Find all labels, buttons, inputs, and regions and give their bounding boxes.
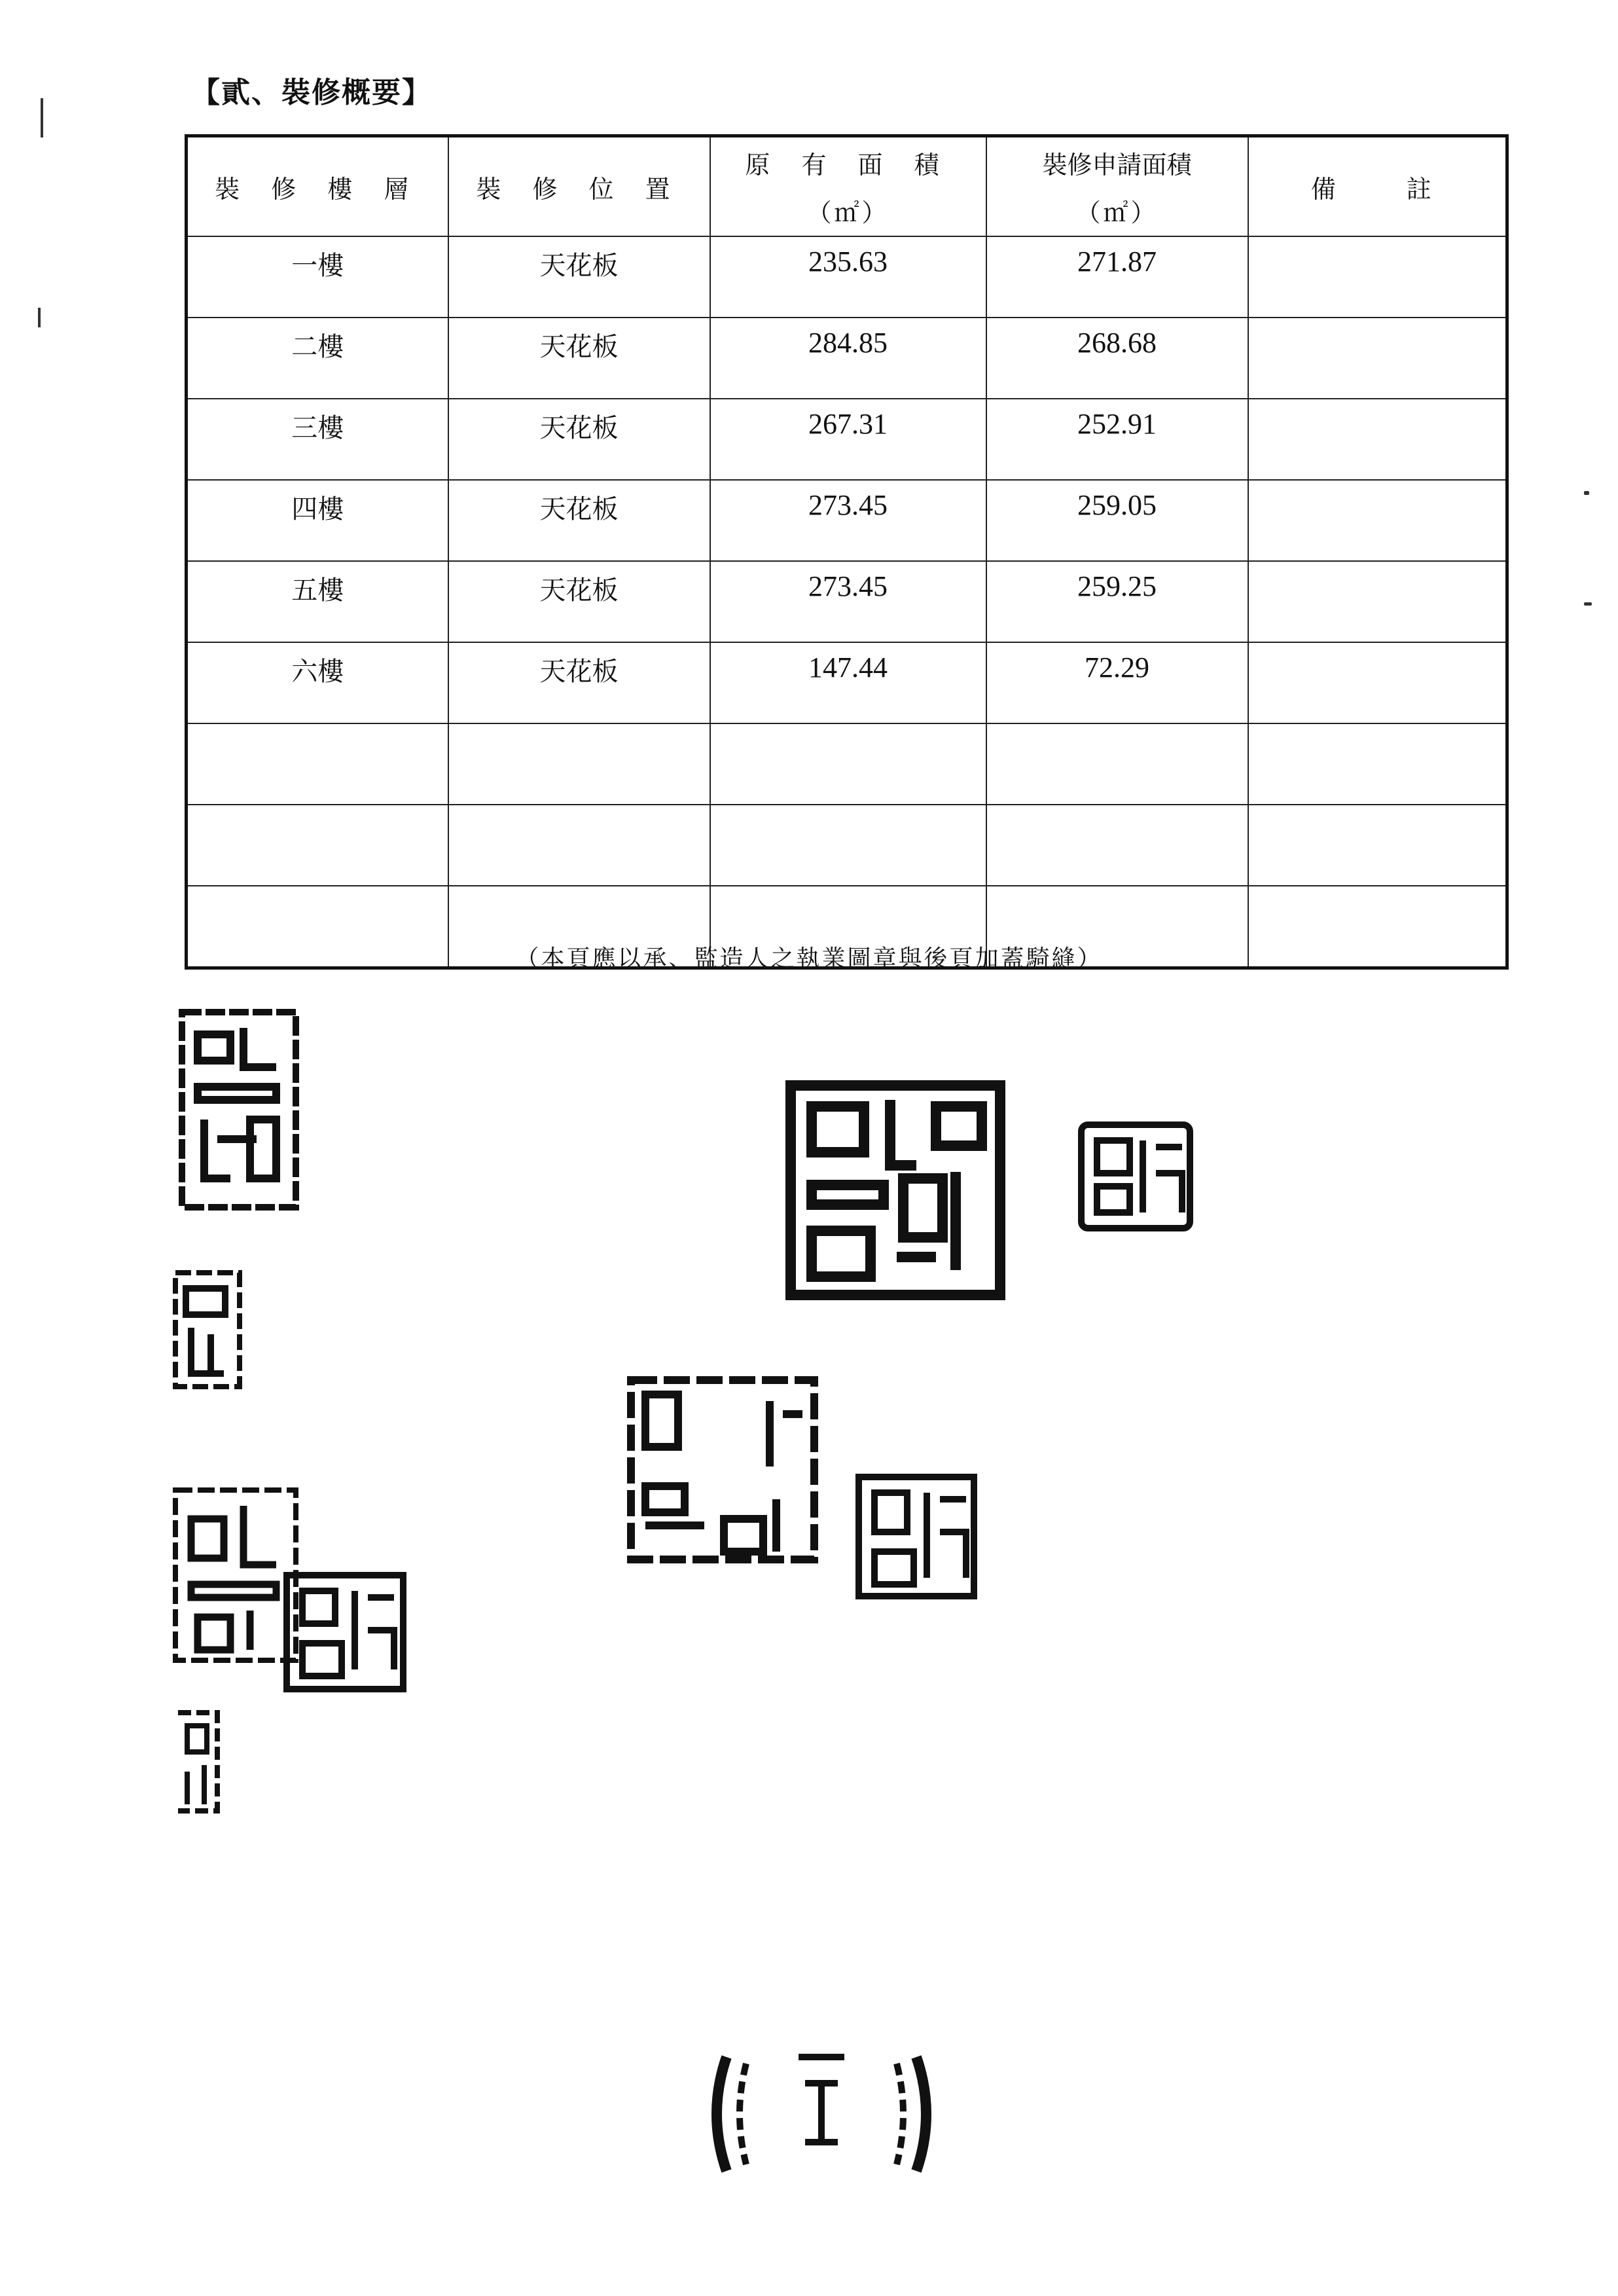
- cell-floor: 六樓: [187, 642, 448, 723]
- cell-position: 天花板: [448, 318, 710, 399]
- seal-stamp-lower-left: [171, 1486, 300, 1664]
- header-remarks: 備 註: [1248, 136, 1507, 237]
- cell-requested-area: [986, 723, 1248, 805]
- seal-stamp-lower-left-overlap: [283, 1571, 407, 1693]
- cell-floor: [187, 805, 448, 886]
- cell-requested-area: [986, 805, 1248, 886]
- header-requested-area-unit: （㎡）: [1075, 198, 1159, 227]
- cell-requested-area: 252.91: [986, 399, 1248, 480]
- cell-remarks: [1248, 642, 1507, 723]
- cell-floor: [187, 723, 448, 805]
- cell-remarks: [1248, 480, 1507, 561]
- cell-position: 天花板: [448, 236, 710, 318]
- cell-floor: 二樓: [187, 318, 448, 399]
- cell-remarks: [1248, 805, 1507, 886]
- section-title: 【貳、裝修概要】: [191, 76, 432, 109]
- cell-position: 天花板: [448, 642, 710, 723]
- cell-position: [448, 723, 710, 805]
- seam-seal-note: （本頁應以承、監造人之執業圖章與後頁加蓋騎縫）: [515, 945, 1103, 972]
- table-header-row: [187, 136, 1507, 237]
- table-row: [187, 236, 1507, 318]
- table-row: [187, 399, 1507, 480]
- cell-position: 天花板: [448, 399, 710, 480]
- seal-stamp-partial-left: [171, 1706, 223, 1819]
- seal-stamp-lower-right: [855, 1473, 978, 1600]
- seal-stamp-small-right: [1077, 1121, 1194, 1232]
- paper-speck: [1584, 491, 1589, 495]
- table-row: [187, 318, 1507, 399]
- cell-remarks: [1248, 723, 1507, 805]
- cell-floor: 三樓: [187, 399, 448, 480]
- cell-floor: 一樓: [187, 236, 448, 318]
- seal-stamp-tall-left: [178, 1008, 300, 1211]
- cell-original-area: 267.31: [710, 399, 986, 480]
- cell-requested-area: 268.68: [986, 318, 1248, 399]
- header-original-area: 原 有 面 積 （㎡）: [710, 136, 986, 237]
- header-floor: 裝 修 樓 層: [187, 136, 448, 237]
- table-row: [187, 642, 1507, 723]
- cell-original-area: 235.63: [710, 236, 986, 318]
- header-original-area-unit: （㎡）: [806, 198, 890, 227]
- cell-floor: 四樓: [187, 480, 448, 561]
- renovation-summary-table: [185, 134, 1509, 970]
- cell-remarks: [1248, 399, 1507, 480]
- table-row: [187, 561, 1507, 642]
- cell-remarks: [1248, 236, 1507, 318]
- cell-requested-area: 259.25: [986, 561, 1248, 642]
- cell-original-area: 273.45: [710, 480, 986, 561]
- binder-edge-mark: [41, 98, 43, 137]
- table-row: [187, 480, 1507, 561]
- table-row: [187, 723, 1507, 805]
- cell-original-area: 284.85: [710, 318, 986, 399]
- seal-stamp-faded-center: [626, 1375, 819, 1565]
- cell-original-area: [710, 805, 986, 886]
- seal-stamp-large-center: [785, 1080, 1005, 1300]
- cell-original-area: [710, 723, 986, 805]
- paper-speck: [1584, 602, 1592, 606]
- cell-floor: 五樓: [187, 561, 448, 642]
- binder-edge-mark: [38, 308, 41, 327]
- cell-original-area: 273.45: [710, 561, 986, 642]
- cell-position: 天花板: [448, 480, 710, 561]
- cell-requested-area: 259.05: [986, 480, 1248, 561]
- cell-requested-area: 72.29: [986, 642, 1248, 723]
- seal-stamp-narrow-left: [171, 1269, 243, 1391]
- cell-position: 天花板: [448, 561, 710, 642]
- cell-remarks: [1248, 318, 1507, 399]
- cell-requested-area: 271.87: [986, 236, 1248, 318]
- header-requested-area: 裝修申請面積 （㎡）: [986, 136, 1248, 237]
- cell-original-area: 147.44: [710, 642, 986, 723]
- seal-stamp-round-bottom: [700, 2044, 943, 2184]
- table-row: [187, 805, 1507, 886]
- header-position: 裝 修 位 置: [448, 136, 710, 237]
- cell-remarks: [1248, 561, 1507, 642]
- cell-position: [448, 805, 710, 886]
